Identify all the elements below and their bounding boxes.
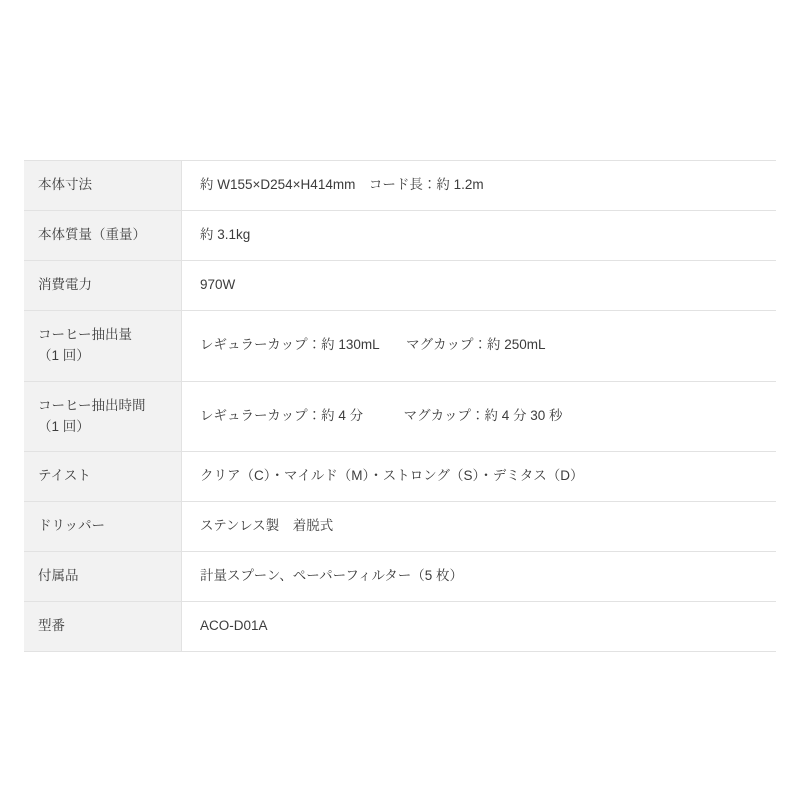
spec-label-cell [24, 210, 182, 260]
spec-value-cell: クリア（C）・マイルド（M）・ストロング（S）・デミタス（D） [182, 452, 777, 502]
spec-label-cell [24, 381, 182, 452]
spec-label-cell [24, 452, 182, 502]
table-row [24, 260, 776, 310]
spec-label-subtext: （1 回） [38, 418, 90, 434]
spec-table-container [24, 160, 776, 652]
spec-value-cell: 約 3.1kg [182, 210, 777, 260]
spec-label-text: 付属品 [38, 568, 79, 584]
spec-label-text: 本体寸法 [38, 177, 92, 192]
spec-value-cell: レギュラーカップ：約 4 分 マグカップ：約 4 分 30 秒 [182, 381, 777, 452]
spec-label-text: 型番 [38, 618, 65, 634]
spec-label-text: コーヒー抽出量 [38, 326, 132, 342]
spec-label-cell [24, 502, 182, 552]
spec-value-cell: 970W [182, 260, 777, 310]
spec-label-text: 消費電力 [38, 276, 92, 292]
spec-value-cell: ステンレス製 着脱式 [182, 502, 777, 552]
table-row [24, 381, 776, 452]
spec-label-cell [24, 552, 182, 602]
table-row [24, 502, 776, 552]
spec-table [24, 160, 776, 652]
spec-label-text: コーヒー抽出時間 [38, 397, 146, 413]
table-row [24, 161, 776, 211]
spec-label-cell [24, 310, 182, 381]
spec-value-cell: レギュラーカップ：約 130mL マグカップ：約 250mL [182, 310, 777, 381]
spec-label-cell [24, 260, 182, 310]
spec-table-body [24, 161, 776, 652]
table-row [24, 210, 776, 260]
spec-value-cell: 約 W155×D254×H414mm コード長：約 1.2m [182, 161, 777, 211]
spec-label-text: 本体質量（重量） [38, 226, 146, 242]
table-row [24, 452, 776, 502]
table-row [24, 552, 776, 602]
table-row [24, 602, 776, 652]
spec-value-cell: 計量スプーン、ペーパーフィルター（5 枚） [182, 552, 777, 602]
spec-label-subtext: （1 回） [38, 347, 90, 363]
spec-label-cell [24, 602, 182, 652]
spec-label-cell [24, 161, 182, 211]
spec-label-text: テイスト [38, 468, 91, 484]
spec-value-cell: ACO-D01A [182, 602, 777, 652]
spec-label-text: ドリッパー [38, 518, 105, 534]
table-row [24, 310, 776, 381]
